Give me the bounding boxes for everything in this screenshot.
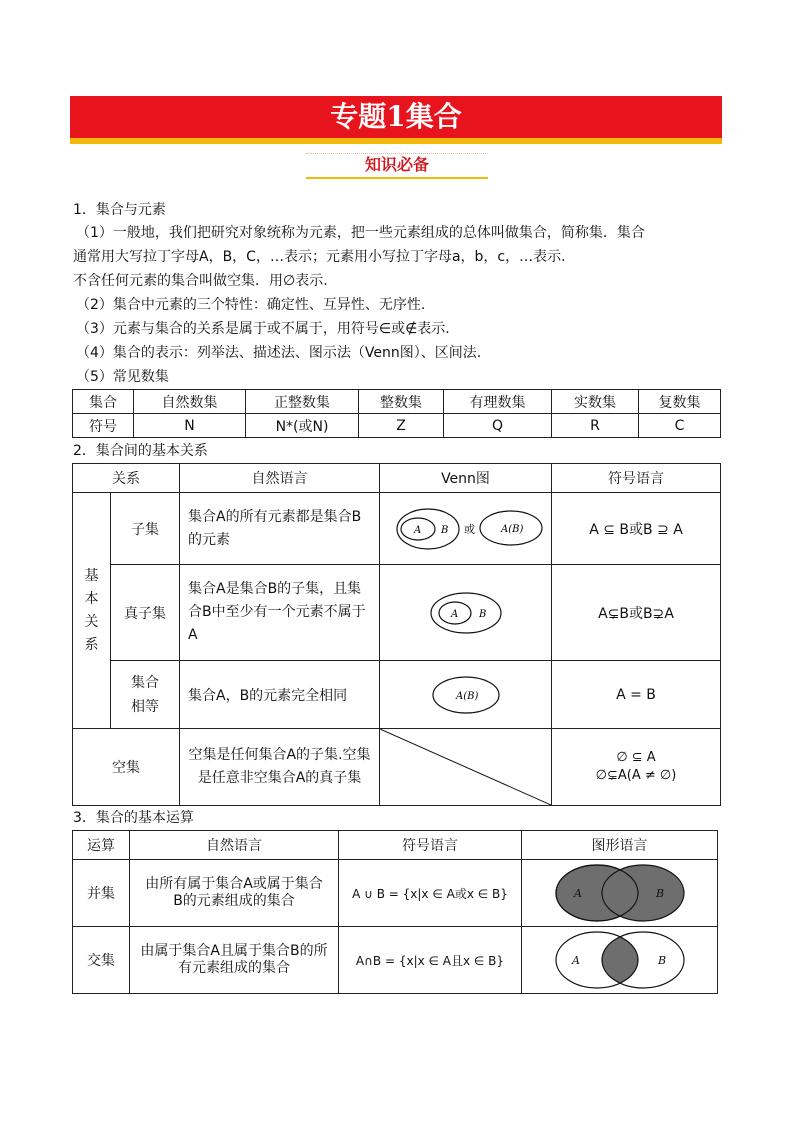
sec2-heading: 2．集合间的基本关系 — [73, 443, 208, 459]
group-label-char: 关 — [84, 613, 99, 630]
subtitle-dotted-line — [306, 153, 488, 154]
venn-cell — [380, 565, 552, 661]
relation-name-part: 相等 — [131, 698, 159, 715]
set-ab-label: A(B) — [500, 523, 523, 535]
sec1-line: （5）常见数集 — [76, 369, 169, 385]
table-cell: N — [134, 414, 246, 438]
table-cell: C — [639, 414, 721, 438]
table-cell: 复数集 — [639, 390, 721, 414]
relation-name — [111, 661, 180, 729]
operation-name: 并集 — [73, 860, 130, 927]
relation-text-content: 集合A的所有元素都是集合B的元素 — [188, 508, 362, 548]
table-row — [73, 493, 721, 565]
venn-cell — [380, 661, 552, 729]
operation-text-content: 由所有属于集合A或属于集合B的元素组成的集合 — [145, 876, 323, 909]
table-row — [73, 565, 721, 661]
sec3-heading: 3．集合的基本运算 — [73, 810, 194, 826]
subtitle-underline — [306, 177, 488, 179]
table-row — [73, 831, 718, 860]
group-label-char: 基 — [84, 567, 99, 584]
sec1-line: （3）元素与集合的关系是属于或不属于，用符号∈或∉表示. — [76, 321, 450, 337]
set-a-label: A — [450, 608, 458, 620]
relation-text-content: 空集是任何集合A的子集.空集是任意非空集合A的真子集 — [188, 747, 371, 786]
set-b-ellipse — [602, 865, 684, 921]
table-cell: N*(或N) — [246, 414, 359, 438]
table-cell: R — [552, 414, 639, 438]
relation-symbol: A = B — [552, 661, 721, 729]
table-row — [73, 860, 718, 927]
subtitle-text: 知识必备 — [364, 155, 429, 174]
table-header-cell: 自然语言 — [130, 831, 339, 860]
table-cell: Q — [444, 414, 552, 438]
table-header-cell: 运算 — [73, 831, 130, 860]
set-b-label: B — [657, 954, 666, 967]
table-cell: 整数集 — [359, 390, 444, 414]
relation-text-content: 集合A是集合B的子集，且集合B中至少有一个元素不属于A — [188, 581, 366, 643]
table-header-cell: 关系 — [73, 464, 180, 493]
set-b-ellipse — [397, 509, 459, 549]
group-label — [73, 565, 110, 657]
table-row — [73, 661, 721, 729]
venn-proper-subset — [426, 590, 506, 636]
set-b-label: B — [478, 608, 486, 620]
set-b-label: B — [655, 887, 664, 900]
empty-set-symbol-1: ∅ ⊆ A — [616, 750, 656, 765]
venn-cell-empty — [380, 729, 552, 806]
set-a-label: A — [413, 524, 421, 536]
group-label-cell — [73, 493, 111, 729]
sec1-line: （2）集合中元素的三个特性：确定性、互异性、无序性. — [76, 297, 426, 313]
table-header-cell: Venn图 — [380, 464, 552, 493]
number-sets-table — [72, 389, 721, 438]
table-header-cell: 图形语言 — [522, 831, 718, 860]
table-cell: 实数集 — [552, 390, 639, 414]
relation-name-part: 集合 — [131, 674, 159, 691]
relation-text — [180, 493, 380, 565]
operations-table — [72, 830, 718, 994]
relation-name: 真子集 — [111, 565, 180, 661]
operation-text — [130, 927, 339, 994]
relation-text — [180, 729, 380, 806]
sec1-line: （4）集合的表示：列举法、描述法、图示法（Venn图）、区间法. — [76, 345, 482, 361]
table-cell: 有理数集 — [444, 390, 552, 414]
relation-text — [180, 565, 380, 661]
venn-intersection — [552, 929, 688, 991]
table-row — [73, 927, 718, 994]
relation-name-text — [111, 671, 179, 719]
set-b-ellipse — [431, 593, 501, 633]
table-cell: 正整数集 — [246, 390, 359, 414]
relation-name: 空集 — [73, 729, 180, 806]
operation-text — [130, 860, 339, 927]
table-header-cell: 符号语言 — [552, 464, 721, 493]
operation-name: 交集 — [73, 927, 130, 994]
table-row — [73, 729, 721, 806]
group-label-char: 本 — [84, 590, 99, 607]
set-a-label: A — [573, 887, 582, 900]
venn-cell — [522, 860, 718, 927]
table-row — [73, 390, 721, 414]
operation-symbol: A ∪ B = {x|x ∈ A或x ∈ B} — [339, 860, 522, 927]
table-header-cell: 符号语言 — [339, 831, 522, 860]
table-header-cell: 自然语言 — [180, 464, 380, 493]
venn-union — [552, 862, 688, 924]
page-title: 专题1集合 — [330, 100, 462, 133]
section-subtitle — [306, 153, 488, 177]
sec1-heading: 1．集合与元素 — [73, 202, 166, 218]
relation-symbol: A⊊B或B⊋A — [552, 565, 721, 661]
venn-cell — [522, 927, 718, 994]
relation-text: 集合A，B的元素完全相同 — [180, 661, 380, 729]
venn-equal — [429, 675, 503, 715]
operation-text-content: 由属于集合A且属于集合B的所有元素组成的集合 — [140, 943, 328, 976]
table-cell: Z — [359, 414, 444, 438]
table-row — [73, 464, 721, 493]
relation-symbol: A ⊆ B或B ⊇ A — [552, 493, 721, 565]
venn-cell — [380, 493, 552, 565]
set-b-label: B — [440, 524, 448, 536]
table-row — [73, 414, 721, 438]
table-cell: 符号 — [73, 414, 134, 438]
set-ab-label: A(B) — [455, 690, 478, 702]
sec1-line: 通常用大写拉丁字母A，B，C，…表示；元素用小写拉丁字母a，b，c，…表示. — [73, 249, 566, 265]
venn-subset — [386, 504, 546, 554]
diagonal-line — [380, 729, 551, 805]
operation-symbol: A∩B = {x|x ∈ A且x ∈ B} — [339, 927, 522, 994]
sec1-line: 不含任何元素的集合叫做空集．用∅表示. — [73, 273, 328, 289]
table-cell: 自然数集 — [134, 390, 246, 414]
relation-symbol — [552, 729, 721, 806]
relations-table — [72, 463, 721, 806]
empty-set-symbol-2: ∅⊊A(A ≠ ∅) — [595, 768, 677, 783]
diagonal-line-stroke — [380, 729, 551, 805]
venn-or-label: 或 — [463, 522, 475, 536]
title-banner — [70, 96, 722, 144]
set-a-label: A — [571, 954, 580, 967]
table-cell: 集合 — [73, 390, 134, 414]
sec1-line: （1）一般地，我们把研究对象统称为元素，把一些元素组成的总体叫做集合，简称集．集合 — [76, 225, 645, 241]
group-label-char: 系 — [84, 636, 99, 653]
relation-name: 子集 — [111, 493, 180, 565]
